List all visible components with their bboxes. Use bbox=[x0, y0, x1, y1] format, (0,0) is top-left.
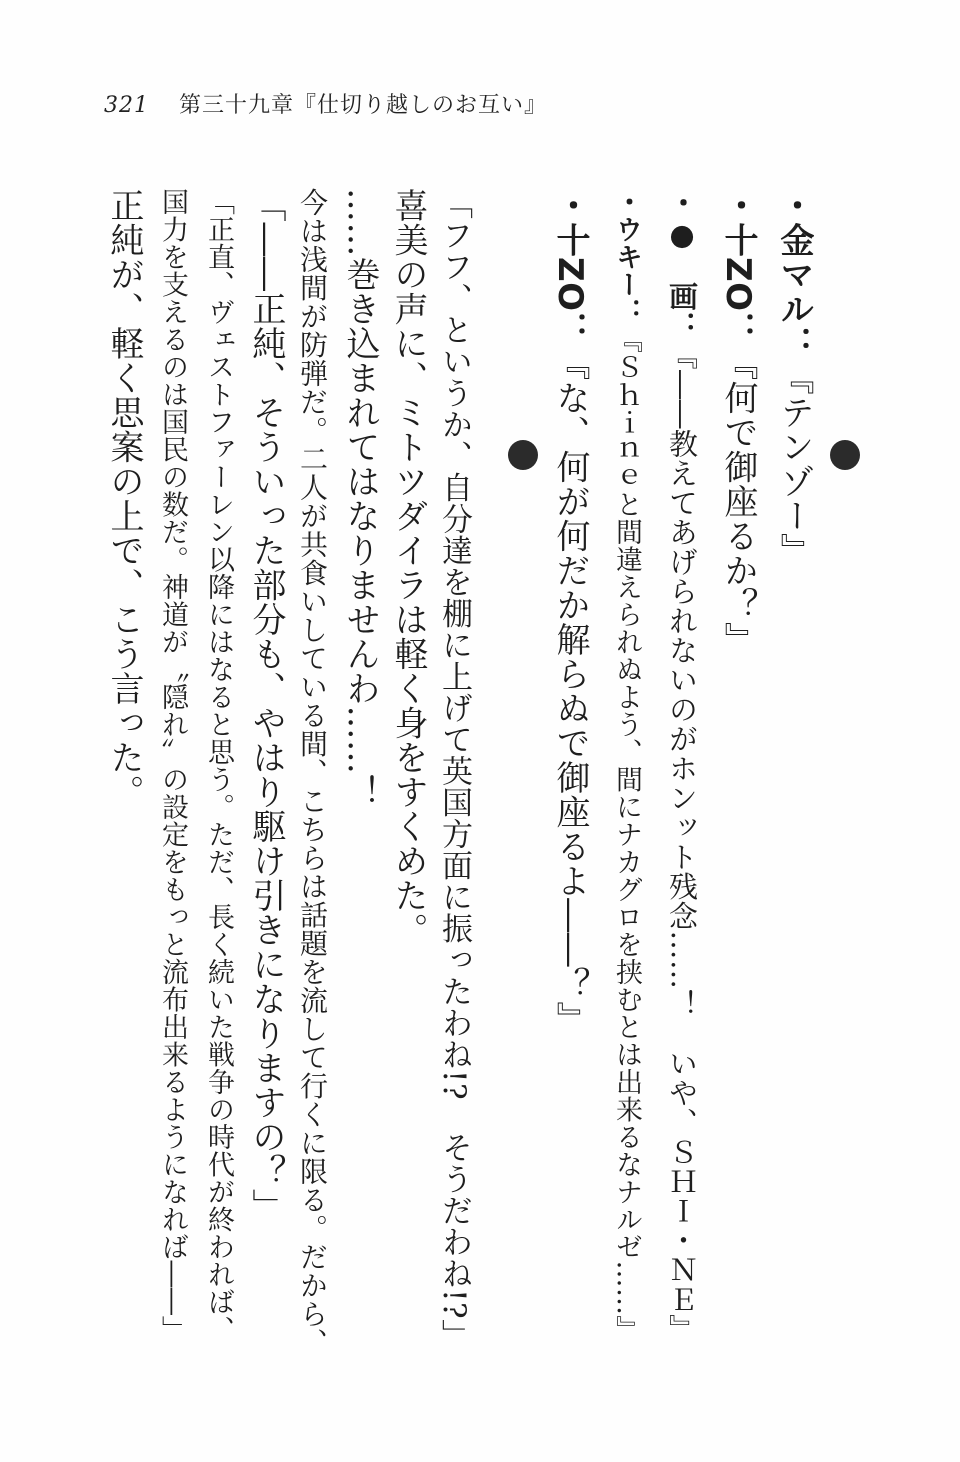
section-dot bbox=[508, 440, 538, 470]
chat-line bbox=[606, 188, 646, 1368]
page-number: 321 bbox=[104, 93, 149, 118]
chat-message: 『テンゾー』 bbox=[774, 360, 814, 568]
chat-speaker: ・ウキー： bbox=[611, 188, 642, 326]
chat-speaker: ・● 画： bbox=[665, 188, 699, 341]
chapter-title: 第三十九章『仕切り越しのお互い』 bbox=[179, 93, 548, 118]
chat-line bbox=[774, 188, 814, 1368]
chat-speaker: ・十ZO： bbox=[550, 188, 590, 347]
body-line: 今は浅間が防弾だ。二人が共食いしている間、こちらは話題を流して行くに限る。だから、 bbox=[296, 188, 329, 1357]
body-line: ……巻き込まれてはなりませんわ……！ bbox=[340, 188, 380, 809]
chat-message: 『Ｓｈｉｎｅと間違えられぬよう、間にナカグロを挟むとは出来るなナルゼ……』 bbox=[611, 325, 642, 1343]
chat-speaker: ・金マル： bbox=[774, 188, 814, 361]
chat-message: 『――教えてあげられないのがホンット残念……！ いや、ＳＨＩ・ＮＥ』 bbox=[665, 340, 699, 1344]
chat-message: 『な、何が何だか解らぬで御座るよ――？』 bbox=[550, 346, 590, 1037]
chat-line bbox=[550, 188, 590, 1368]
body-line: 喜美の声に、ミトツダイラは軽く身をすくめた。 bbox=[388, 188, 428, 947]
chat-message: 『何で御座るか？』 bbox=[718, 346, 758, 657]
running-header bbox=[104, 88, 547, 119]
body-line: 正純が、軽く思案の上で、こう言った。 bbox=[104, 188, 144, 809]
chat-line bbox=[662, 188, 702, 1368]
chat-speaker: ・十ZO： bbox=[718, 188, 758, 347]
section-dot bbox=[830, 440, 860, 470]
body-line: 「正直、ヴェストファーレン以降にはなると思う。ただ、長く続いた戦争の時代が終われば、 bbox=[203, 188, 234, 1343]
body-line: 国力を支えるのは国民の数だ。神道が〝隠れ〟の設定をもっと流布出来るようになれば――」 bbox=[157, 188, 188, 1343]
body-line: 「――正純、そういった部分も、やはり駆け引きになりますの？」 bbox=[246, 188, 286, 1223]
body-line: 「フフ、というか、自分達を棚に上げて英国方面に振ったわね!? そうだわね!?」 bbox=[436, 188, 472, 1351]
chat-line bbox=[718, 188, 758, 1368]
